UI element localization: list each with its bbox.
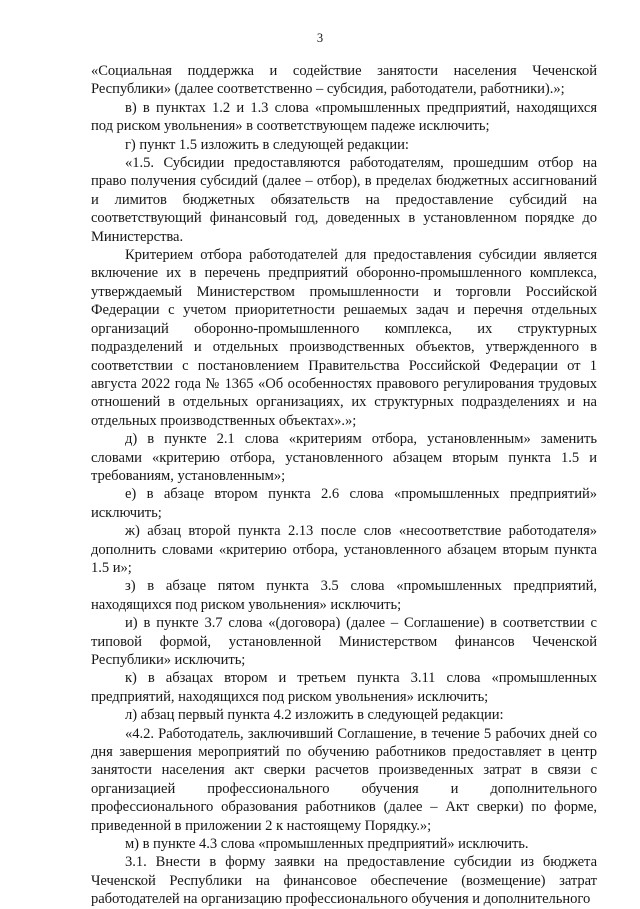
document-body <box>91 62 597 909</box>
paragraph-8: ж) абзац второй пункта 2.13 после слов «несоответствие работодателя» дополнить словами «критерию отбора, установленного абзацем вторым пункта 1.5 и»; <box>91 523 597 576</box>
paragraph-15: 3.1. Внести в форму заявки на предоставление субсидии из бюджета Чеченской Республики на финансовое обеспечение (возмещение) затрат работодателей на организацию профессионального обучения и дополнительного <box>91 854 597 908</box>
paragraph-5: Критерием отбора работодателей для предоставления субсидии является включение их в перечень предприятий оборонно-промышленного комплекса, утверждаемый Министерством промышленности и торговли Российской Федерации с учетом приоритетности решаемых задач и перечня отдельных организаций оборонно-промышленного комплекса, их структурных подразделений и отдельных производственных объектов, утвержденного в соответствии с постановлением Правительства Российской Федерации от 1 августа 2022 года № 1365 «Об особенностях правового регулирования трудовых отношений в отдельных организациях, их структурных подразделениях и на отдельных производственных объектах».»; <box>91 247 597 429</box>
paragraph-9: з) в абзаце пятом пункта 3.5 слова «промышленных предприятий, находящихся под риском увольнения» исключить; <box>91 578 597 613</box>
paragraph-2: в) в пунктах 1.2 и 1.3 слова «промышленных предприятий, находящихся под риском увольнения» в соответствующем падеже исключить; <box>91 99 597 135</box>
paragraph-4: «1.5. Субсидии предоставляются работодателям, прошедшим отбор на право получения субсидий (далее – отбор), в пределах бюджетных ассигнований и лимитов бюджетных обязательств на предоставление субсидий на соответствующий финансовый год, доведенных в установленном порядке до Министерства. <box>91 155 597 245</box>
paragraph-6: д) в пункте 2.1 слова «критериям отбора, установленным» заменить словами «критерию отбора, установленного абзацем вторым пункта 1.5 и требованиям, установленным»; <box>91 431 597 484</box>
paragraph-11: к) в абзацах втором и третьем пункта 3.11 слова «промышленных предприятий, находящихся под риском увольнения» исключить; <box>91 670 597 705</box>
page-number: 3 <box>316 31 324 45</box>
paragraph-3: г) пункт 1.5 изложить в следующей редакции: <box>125 136 409 153</box>
paragraph-12: л) абзац первый пункта 4.2 изложить в следующей редакции: <box>125 707 504 724</box>
paragraph-10: и) в пункте 3.7 слова «(договора) (далее – Соглашение) в соответствии с типовой формой, установленной Министерством финансов Чеченской Республики» исключить; <box>91 615 597 668</box>
paragraph-1: «Социальная поддержка и содействие занятости населения Чеченской Республики» (далее соответственно – субсидия, работодатели, работники).»; <box>91 63 597 98</box>
paragraph-14: м) в пункте 4.3 слова «промышленных предприятий» исключить. <box>125 836 529 853</box>
paragraph-7: е) в абзаце втором пункта 2.6 слова «промышленных предприятий» исключить; <box>91 486 597 521</box>
paragraph-13: «4.2. Работодатель, заключивший Соглашение, в течение 5 рабочих дней со дня завершения мероприятий по обучению работников предоставляет в центр занятости населения акт сверки расчетов произведенных затрат в связи с организацией профессионального обучения и дополнительного профессионального образования работников (далее – Акт сверки) по форме, приведенной в приложении 2 к настоящему Порядку.»; <box>91 725 597 834</box>
